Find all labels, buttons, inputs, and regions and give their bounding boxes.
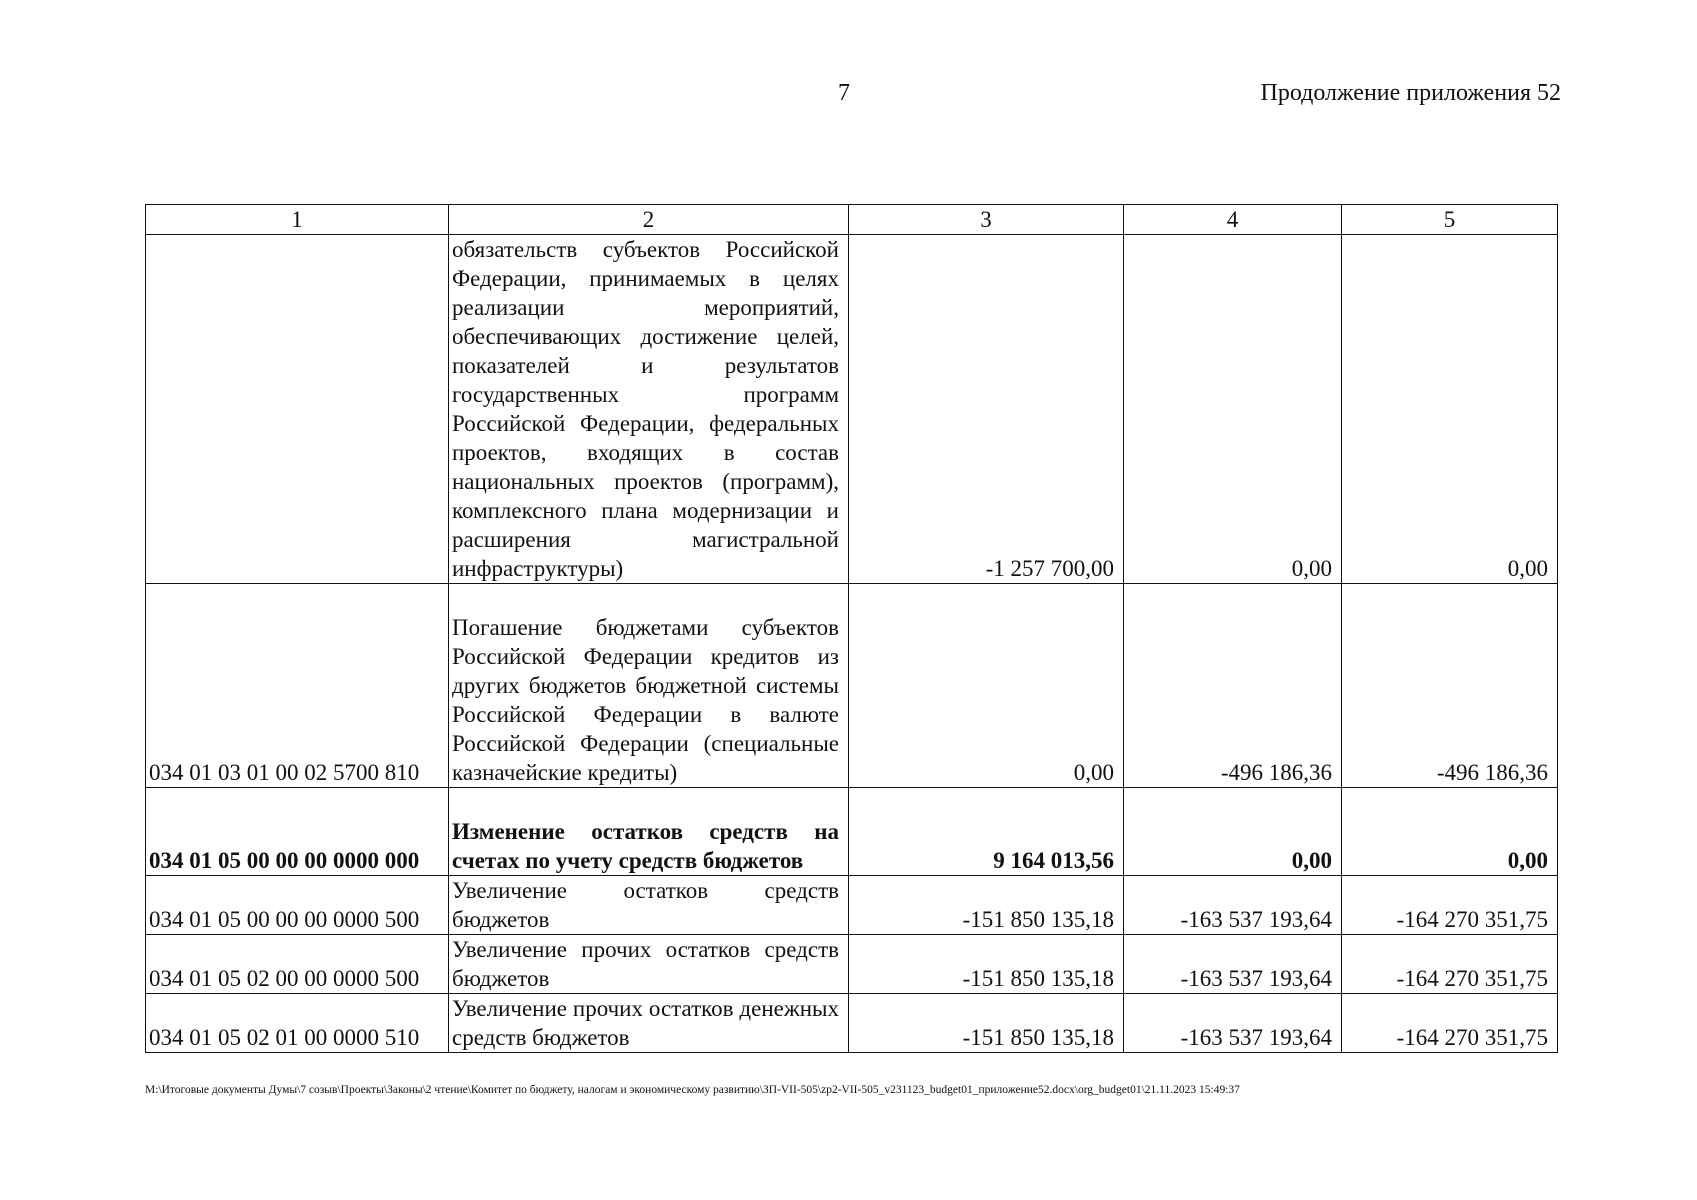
row-name: обязательств субъектов Российской Федерации, принимаемых в целях реализации мероприятий, обеспечивающих достижение целей, показателей и результатов государственных программ Российской Федерации, федеральных проектов, входящих в состав национальных проектов (программ), комплексного плана модернизации и расширения магистральной инфраструктуры) <box>449 235 849 584</box>
row-value-col3: 9 164 013,56 <box>849 788 1124 876</box>
footer-file-path: M:\Итоговые документы Думы\7 созыв\Проекты\Законы\2 чтение\Комитет по бюджету, налогам и экономическому развитию\ЗП-VII-505\zp2-VII-505_v231123_budget01_приложение52.docx\org_budget01\21.11.2023 15:49:37 <box>145 1084 1240 1096</box>
row-code: 034 01 05 00 00 00 0000 000 <box>146 788 449 876</box>
row-value-col4: -163 537 193,64 <box>1124 935 1342 994</box>
table-row <box>146 994 1558 1053</box>
row-value-col5: -164 270 351,75 <box>1342 994 1558 1053</box>
row-code: 034 01 05 00 00 00 0000 500 <box>146 876 449 935</box>
row-value-col4: -163 537 193,64 <box>1124 876 1342 935</box>
row-code: 034 01 03 01 00 02 5700 810 <box>146 584 449 788</box>
row-code <box>146 235 449 584</box>
row-value-col4: -496 186,36 <box>1124 584 1342 788</box>
row-name: Изменение остатков средств на счетах по учету средств бюджетов <box>449 788 849 876</box>
row-value-col3: -1 257 700,00 <box>849 235 1124 584</box>
row-value-col4: -163 537 193,64 <box>1124 994 1342 1053</box>
row-value-col3: -151 850 135,18 <box>849 935 1124 994</box>
column-header-3: 3 <box>849 205 1124 235</box>
row-value-col4: 0,00 <box>1124 788 1342 876</box>
column-header-2: 2 <box>449 205 849 235</box>
table-row <box>146 876 1558 935</box>
column-header-1: 1 <box>146 205 449 235</box>
row-name: Увеличение прочих остатков средств бюджетов <box>449 935 849 994</box>
row-code: 034 01 05 02 00 00 0000 500 <box>146 935 449 994</box>
row-name: Увеличение прочих остатков денежных средств бюджетов <box>449 994 849 1053</box>
page-number: 7 <box>838 80 850 106</box>
row-value-col5: -164 270 351,75 <box>1342 935 1558 994</box>
row-name: Погашение бюджетами субъектов Российской Федерации кредитов из других бюджетов бюджетной системы Российской Федерации в валюте Российской Федерации (специальные казначейские кредиты) <box>449 584 849 788</box>
row-code: 034 01 05 02 01 00 0000 510 <box>146 994 449 1053</box>
row-value-col3: -151 850 135,18 <box>849 876 1124 935</box>
column-header-5: 5 <box>1342 205 1558 235</box>
row-value-col5: 0,00 <box>1342 235 1558 584</box>
row-name: Увеличение остатков средств бюджетов <box>449 876 849 935</box>
table-header-row <box>146 205 1558 235</box>
column-header-4: 4 <box>1124 205 1342 235</box>
table-row <box>146 935 1558 994</box>
row-value-col4: 0,00 <box>1124 235 1342 584</box>
continuation-heading: Продолжение приложения 52 <box>1260 80 1561 106</box>
row-value-col5: -164 270 351,75 <box>1342 876 1558 935</box>
row-value-col3: 0,00 <box>849 584 1124 788</box>
row-value-col5: 0,00 <box>1342 788 1558 876</box>
table-row <box>146 584 1558 788</box>
table-row <box>146 235 1558 584</box>
budget-table <box>145 204 1558 1053</box>
table-row <box>146 788 1558 876</box>
row-value-col3: -151 850 135,18 <box>849 994 1124 1053</box>
row-value-col5: -496 186,36 <box>1342 584 1558 788</box>
